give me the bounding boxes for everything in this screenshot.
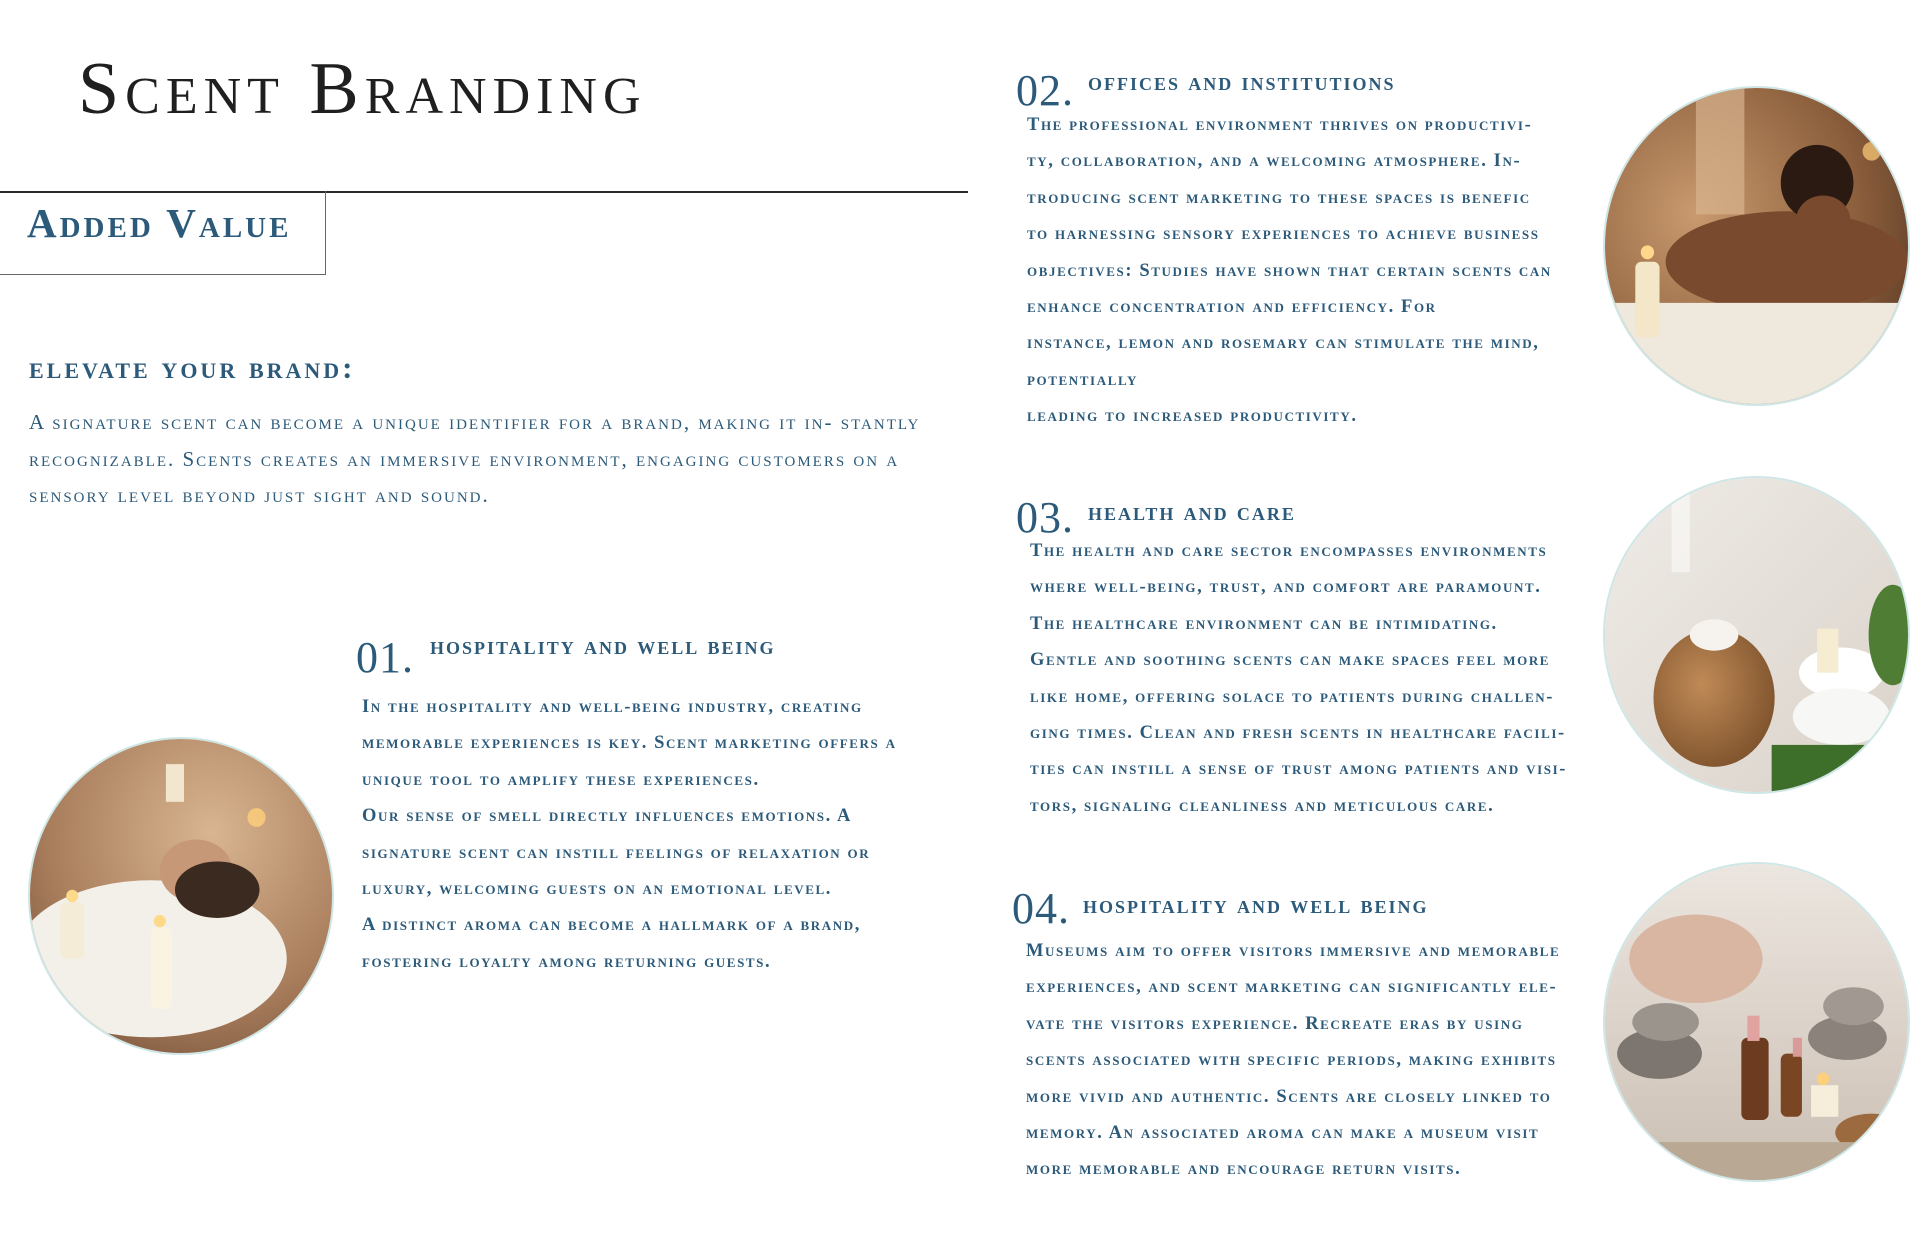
section-01-line: unique tool to amplify these experiences. (362, 769, 760, 790)
section-04-body (1026, 933, 1560, 1188)
section-01-line: Our sense of smell directly influences emotions. A (362, 806, 852, 827)
elevate-paragraph: A signature scent can become a unique identifier for a brand, making it in- stantly recognizable. Scents creates an immersive environment, engaging customers on a sensory level beyond just sight and sound. (29, 410, 921, 507)
section-03-title: health and care (1088, 499, 1296, 526)
section-01-line: In the hospitality and well-being industry, creating (362, 697, 863, 717)
section-01-line: luxury, welcoming guests on an emotional level. (362, 879, 833, 900)
section-03-line: where well-being, trust, and comfort are paramount. (1030, 577, 1542, 598)
section-02-number: 02. (1016, 66, 1074, 115)
section-01-number: 01. (356, 633, 414, 682)
section-02-title: offices and institutions (1088, 69, 1396, 96)
section-04-title: hospitality and well being (1083, 892, 1429, 919)
added-value-heading: Added Value (27, 200, 292, 246)
section-04-line: vate the visitors experience. Recreate eras by using (1026, 1013, 1524, 1034)
section-01-line: A distinct aroma can become a hallmark of a brand, (362, 915, 861, 936)
stones-candles-photo (1603, 862, 1910, 1182)
section-02-line: potentially (1027, 369, 1139, 390)
section-02-line: objectives: Studies have shown that certain scents can (1027, 260, 1552, 281)
section-03-body (1030, 533, 1567, 824)
back-massage-photo (1603, 86, 1910, 406)
section-02-line: enhance concentration and efficiency. For (1027, 297, 1437, 318)
section-04-line: experiences, and scent marketing can significantly ele- (1026, 977, 1558, 998)
section-02-line: ty, collaboration, and a welcoming atmosphere. In- (1027, 151, 1522, 172)
section-04-number: 04. (1012, 884, 1070, 933)
section-02-body (1027, 107, 1552, 435)
section-03-line: The health and care sector encompasses environments (1030, 541, 1548, 561)
section-04-line: memory. An associated aroma can make a museum visit (1026, 1123, 1540, 1144)
section-01-title: hospitality and well being (430, 633, 776, 660)
page-title: Scent Branding (78, 48, 647, 130)
section-01-line: fostering loyalty among returning guests. (362, 951, 772, 972)
section-02-line: troducing scent marketing to these spaces is benefic (1027, 187, 1531, 208)
section-03-line: ging times. Clean and fresh scents in healthcare facili- (1030, 723, 1566, 744)
section-01-line: signature scent can instill feelings of relaxation or (362, 842, 871, 863)
section-04-line: Museums aim to offer visitors immersive and memorable (1026, 941, 1561, 961)
section-01-body (362, 689, 897, 980)
section-02-line: to harnessing sensory experiences to achieve business (1027, 224, 1540, 245)
section-03-line: like home, offering solace to patients during challen- (1030, 686, 1554, 707)
elevate-heading: elevate your brand: (29, 350, 356, 385)
section-04-line: more memorable and encourage return visits. (1026, 1159, 1462, 1180)
section-03-number: 03. (1016, 493, 1074, 542)
section-03-line: tors, signaling cleanliness and meticulous care. (1030, 795, 1495, 816)
section-03-line: ties can instill a sense of trust among patients and visi- (1030, 759, 1567, 780)
section-02-line: instance, lemon and rosemary can stimulate the mind, (1027, 333, 1540, 354)
section-03-line: The healthcare environment can be intimidating. (1030, 613, 1498, 634)
spa-massage-photo (28, 737, 334, 1055)
section-02-line: The professional environment thrives on productivi- (1027, 115, 1533, 135)
section-04-line: scents associated with specific periods, making exhibits (1026, 1050, 1557, 1071)
diffuser-towels-photo (1603, 476, 1910, 794)
section-02-line: leading to increased productivity. (1027, 406, 1358, 427)
section-04-line: more vivid and authentic. Scents are closely linked to (1026, 1086, 1552, 1107)
section-01-line: memorable experiences is key. Scent marketing offers a (362, 733, 897, 754)
section-03-line: Gentle and soothing scents can make spaces feel more (1030, 650, 1551, 671)
